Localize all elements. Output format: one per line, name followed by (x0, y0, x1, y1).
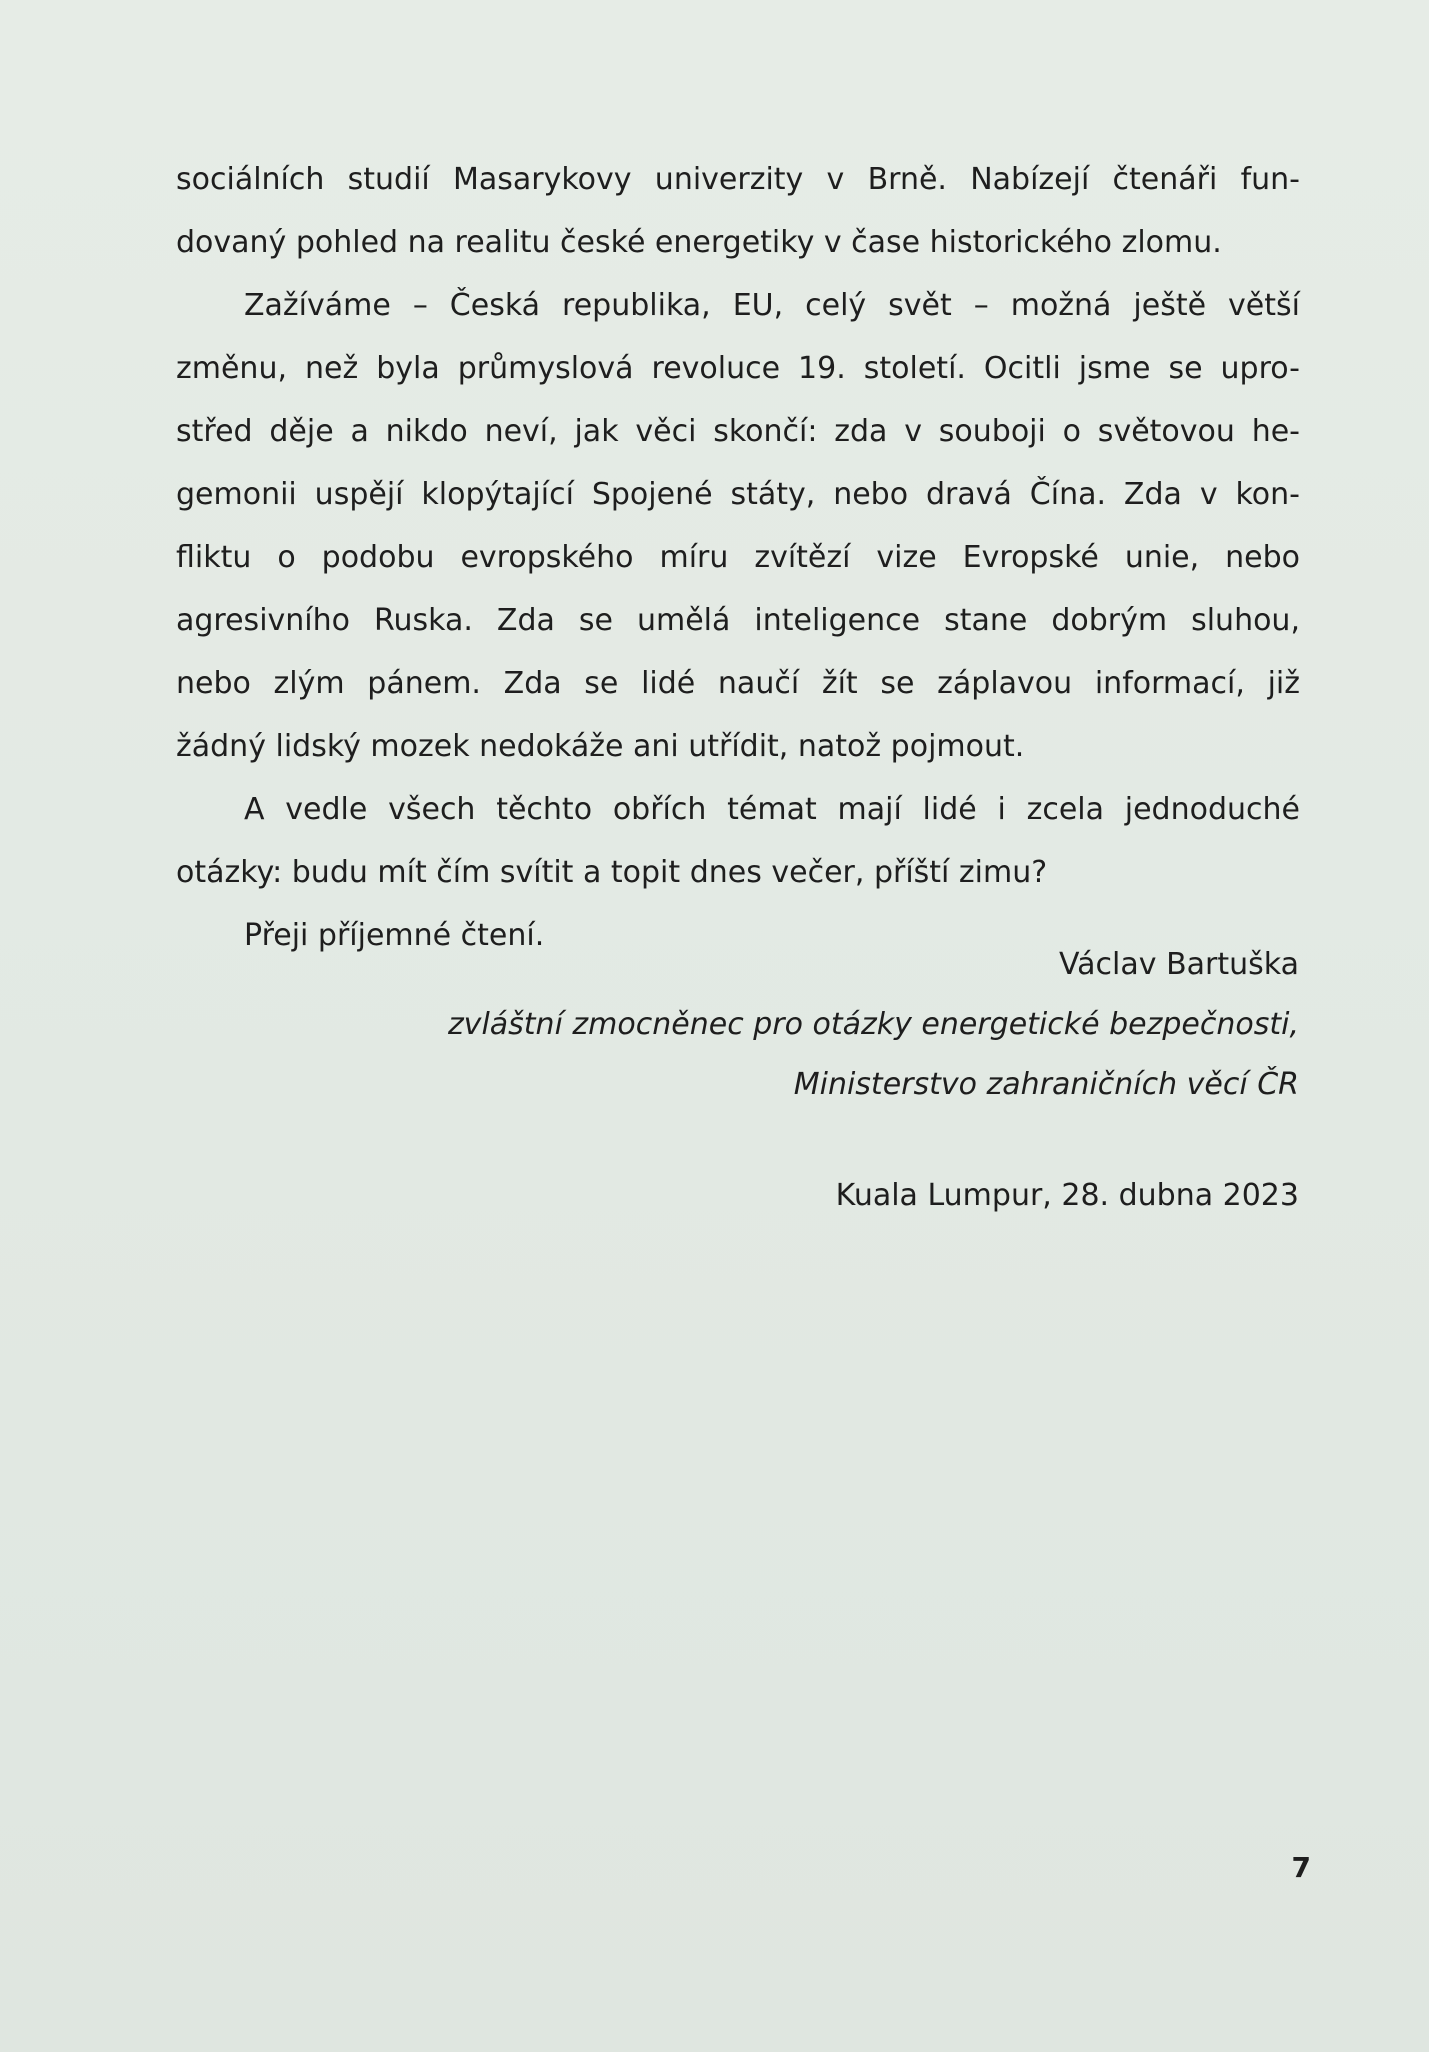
signature-name: Václav Bartuška (1058, 947, 1299, 982)
place-date: Kuala Lumpur, 28. dubna 2023 (835, 1178, 1299, 1213)
text-line: Zažíváme – Česká republika, EU, celý svět – možná ještě větší (244, 288, 1300, 323)
text-line: Přeji příjemné čtení. (244, 918, 545, 953)
text-line: fliktu o podobu evropského míru zvítězí vize Evropské unie, nebo (176, 540, 1300, 575)
text-line: změnu, než byla průmyslová revoluce 19. století. Ocitli jsme se upro- (176, 351, 1300, 386)
signature-title: zvláštní zmocněnec pro otázky energetické bezpečnosti, (447, 1007, 1299, 1042)
text-line: sociálních studií Masarykovy univerzity v Brně. Nabízejí čtenáři fun- (176, 162, 1300, 197)
page-number: 7 (1291, 1851, 1311, 1884)
text-line: A vedle všech těchto obřích témat mají lidé i zcela jednoduché (244, 792, 1300, 827)
text-line: agresivního Ruska. Zda se umělá inteligence stane dobrým sluhou, (176, 603, 1300, 638)
text-line: střed děje a nikdo neví, jak věci skončí: zda v souboji o světovou he- (176, 414, 1300, 449)
text-line: žádný lidský mozek nedokáže ani utřídit, natož pojmout. (176, 729, 1025, 764)
text-line: nebo zlým pánem. Zda se lidé naučí žít se záplavou informací, již (176, 666, 1300, 701)
text-line: gemonii uspějí klopýtající Spojené státy, nebo dravá Čína. Zda v kon- (176, 477, 1300, 512)
text-line: otázky: budu mít čím svítit a topit dnes večer, příští zimu? (176, 855, 1048, 890)
text-line: dovaný pohled na realitu české energetiky v čase historického zlomu. (176, 225, 1222, 260)
body-text (176, 148, 1300, 967)
signature-ministry: Ministerstvo zahraničních věcí ČR (793, 1067, 1299, 1102)
